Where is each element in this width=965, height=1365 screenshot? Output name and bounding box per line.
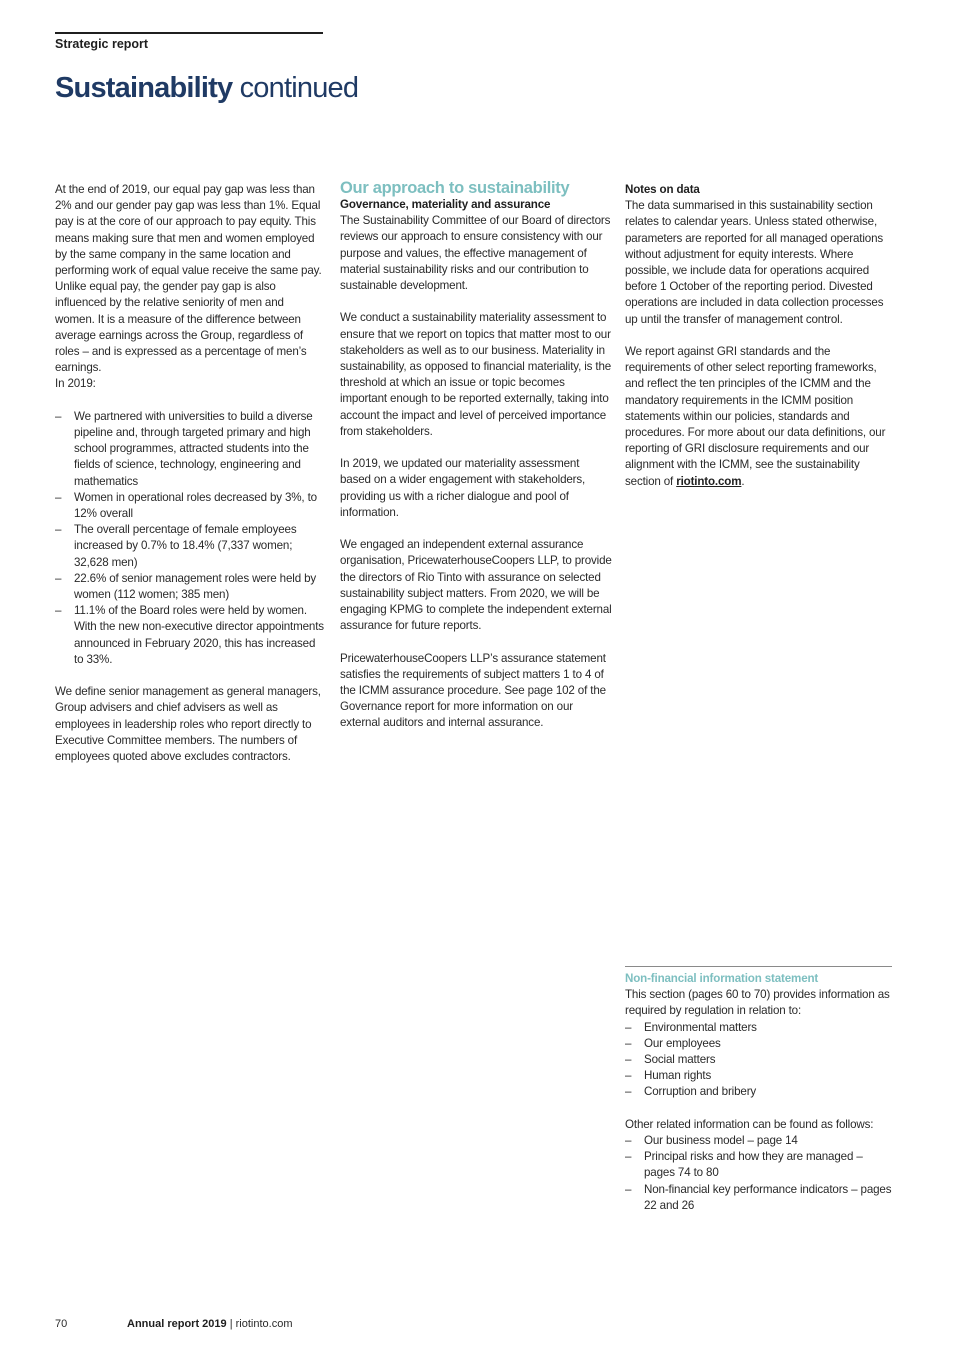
frameworks-text: We report against GRI standards and the requirements of other select reporting frameworks, and reflect the ten principles of the ICMM and the mandatory requirements in the ICMM position statements within our policies, standards and procedures. For more about our data definitions, our reporting of GRI disclosure requirements and our alignment with the ICMM, see the sustainability section of <box>625 345 886 488</box>
section-label: Strategic report <box>55 37 149 51</box>
nfi-intro-2: Other related information can be found as follows: <box>625 1117 874 1131</box>
list-item: – Our business model – page 14 <box>625 1133 892 1149</box>
nfi-intro: This section (pages 60 to 70) provides information as required by regulation in relation to: <box>625 988 890 1018</box>
list-item: – 11.1% of the Board roles were held by women. With the new non-executive director appointments announced in February 2020, this has increased to 33%. <box>55 603 325 668</box>
footer-separator: | <box>226 1318 236 1330</box>
reporting-frameworks-paragraph <box>625 344 897 490</box>
list-item: – Principal risks and how they are managed – pages 74 to 80 <box>625 1149 892 1181</box>
approach-heading: Our approach to sustainability <box>340 179 570 197</box>
list-item: – Women in operational roles decreased by 3%, to 12% overall <box>55 490 325 522</box>
list-item: – Corruption and bribery <box>625 1084 892 1100</box>
page-footer <box>55 1318 292 1330</box>
riotinto-link[interactable]: riotinto.com <box>676 474 742 488</box>
list-item: – Social matters <box>625 1052 892 1068</box>
column-pay-equity <box>55 182 325 781</box>
header-rule <box>55 32 323 34</box>
assessment-paragraph: In 2019, we updated our materiality assessment based on a wider engagement with stakeholders, providing us with a richer dialogue and pool of information. <box>340 457 586 519</box>
statement-paragraph: PricewaterhouseCoopers LLP’s assurance statement satisfies the requirements of subject matters 1 to 4 of the ICMM assurance procedure. See page 102 of the Governance report for more information on our external auditors and internal assurance. <box>340 651 606 730</box>
pay-gap-paragraph: At the end of 2019, our equal pay gap was less than 2% and our gender pay gap was less than 1%. Equal pay is at the core of our approach to pay equity. This means making sure that men and women employed by the same company in the same location and performing work of equal value receive the same pay. Unlike equal pay, the gender pay gap is also influenced by the relative seniority of men and women. It is a measure of the difference between average earnings across the Group, regardless of roles – and is expressed as a percentage of men’s earnings. <box>55 183 322 375</box>
list-item: – Environmental matters <box>625 1020 892 1036</box>
nfi-title: Non-financial information statement <box>625 972 819 985</box>
nfi-related-list <box>625 1133 892 1214</box>
list-item: – The overall percentage of female employees increased by 0.7% to 18.4% (7,337 women; 32,628 men) <box>55 522 325 571</box>
materiality-paragraph: We conduct a sustainability materiality assessment to ensure that we report on topics that matter most to our stakeholders as well as to our business. Materiality in sustainability, as opposed to financial materiality, is the threshold at which an issue or topic becomes important enough to be reported externally, taking into account the impact and level of perceived importance from stakeholders. <box>340 311 612 438</box>
diversity-list <box>55 409 325 668</box>
list-item: – Our employees <box>625 1036 892 1052</box>
data-scope-paragraph: The data summarised in this sustainability section relates to calendar years. Unless stated otherwise, parameters are reported for all managed operations without adjustment for equity interests. Where possible, we include data for operations acquired before 1 October of the reporting period. Divested operations are included in data collection processes up until the transfer of management control. <box>625 199 884 326</box>
footer-website[interactable]: riotinto.com <box>235 1318 293 1330</box>
committee-paragraph: The Sustainability Committee of our Board of directors reviews our approach to ensure consistency with our purpose and values, the effective management of material sustainability risks and our contribution to sustainable development. <box>340 214 611 293</box>
list-item: – 22.6% of senior management roles were held by women (112 women; 385 men) <box>55 571 325 603</box>
non-financial-statement-box <box>625 966 892 1230</box>
in-2019-label: In 2019: <box>55 377 96 391</box>
page-title <box>55 70 358 106</box>
report-title: Annual report 2019 <box>127 1318 227 1330</box>
notes-heading: Notes on data <box>625 183 700 196</box>
nfi-matters-list <box>625 1020 892 1101</box>
nfi-divider <box>625 966 892 967</box>
page-title-bold: Sustainability <box>55 72 233 104</box>
page-title-light: continued <box>239 72 359 104</box>
list-item: – Human rights <box>625 1068 892 1084</box>
senior-management-paragraph: We define senior management as general managers, Group advisers and chief advisers as well as employees in leadership roles who report directly to Executive Committee members. The numbers of employees quoted above excludes contractors. <box>55 685 321 764</box>
page-number: 70 <box>55 1318 68 1330</box>
list-item: – Non-financial key performance indicators – pages 22 and 26 <box>625 1182 892 1214</box>
frameworks-end: . <box>741 474 745 488</box>
governance-subheading: Governance, materiality and assurance <box>340 198 551 211</box>
list-item: – We partnered with universities to build a diverse pipeline and, through targeted primary and high school programmes, attracted students into the fields of science, technology, engineering and mathematics <box>55 409 325 490</box>
column-approach <box>340 179 612 748</box>
column-notes-on-data <box>625 182 897 506</box>
assurance-paragraph: We engaged an independent external assurance organisation, PricewaterhouseCoopers LLP, to provide the directors of Rio Tinto with assurance on selected sustainability subject matters. From 2020, we will be engaging KPMG to complete the independent external assurance for future reports. <box>340 538 612 633</box>
